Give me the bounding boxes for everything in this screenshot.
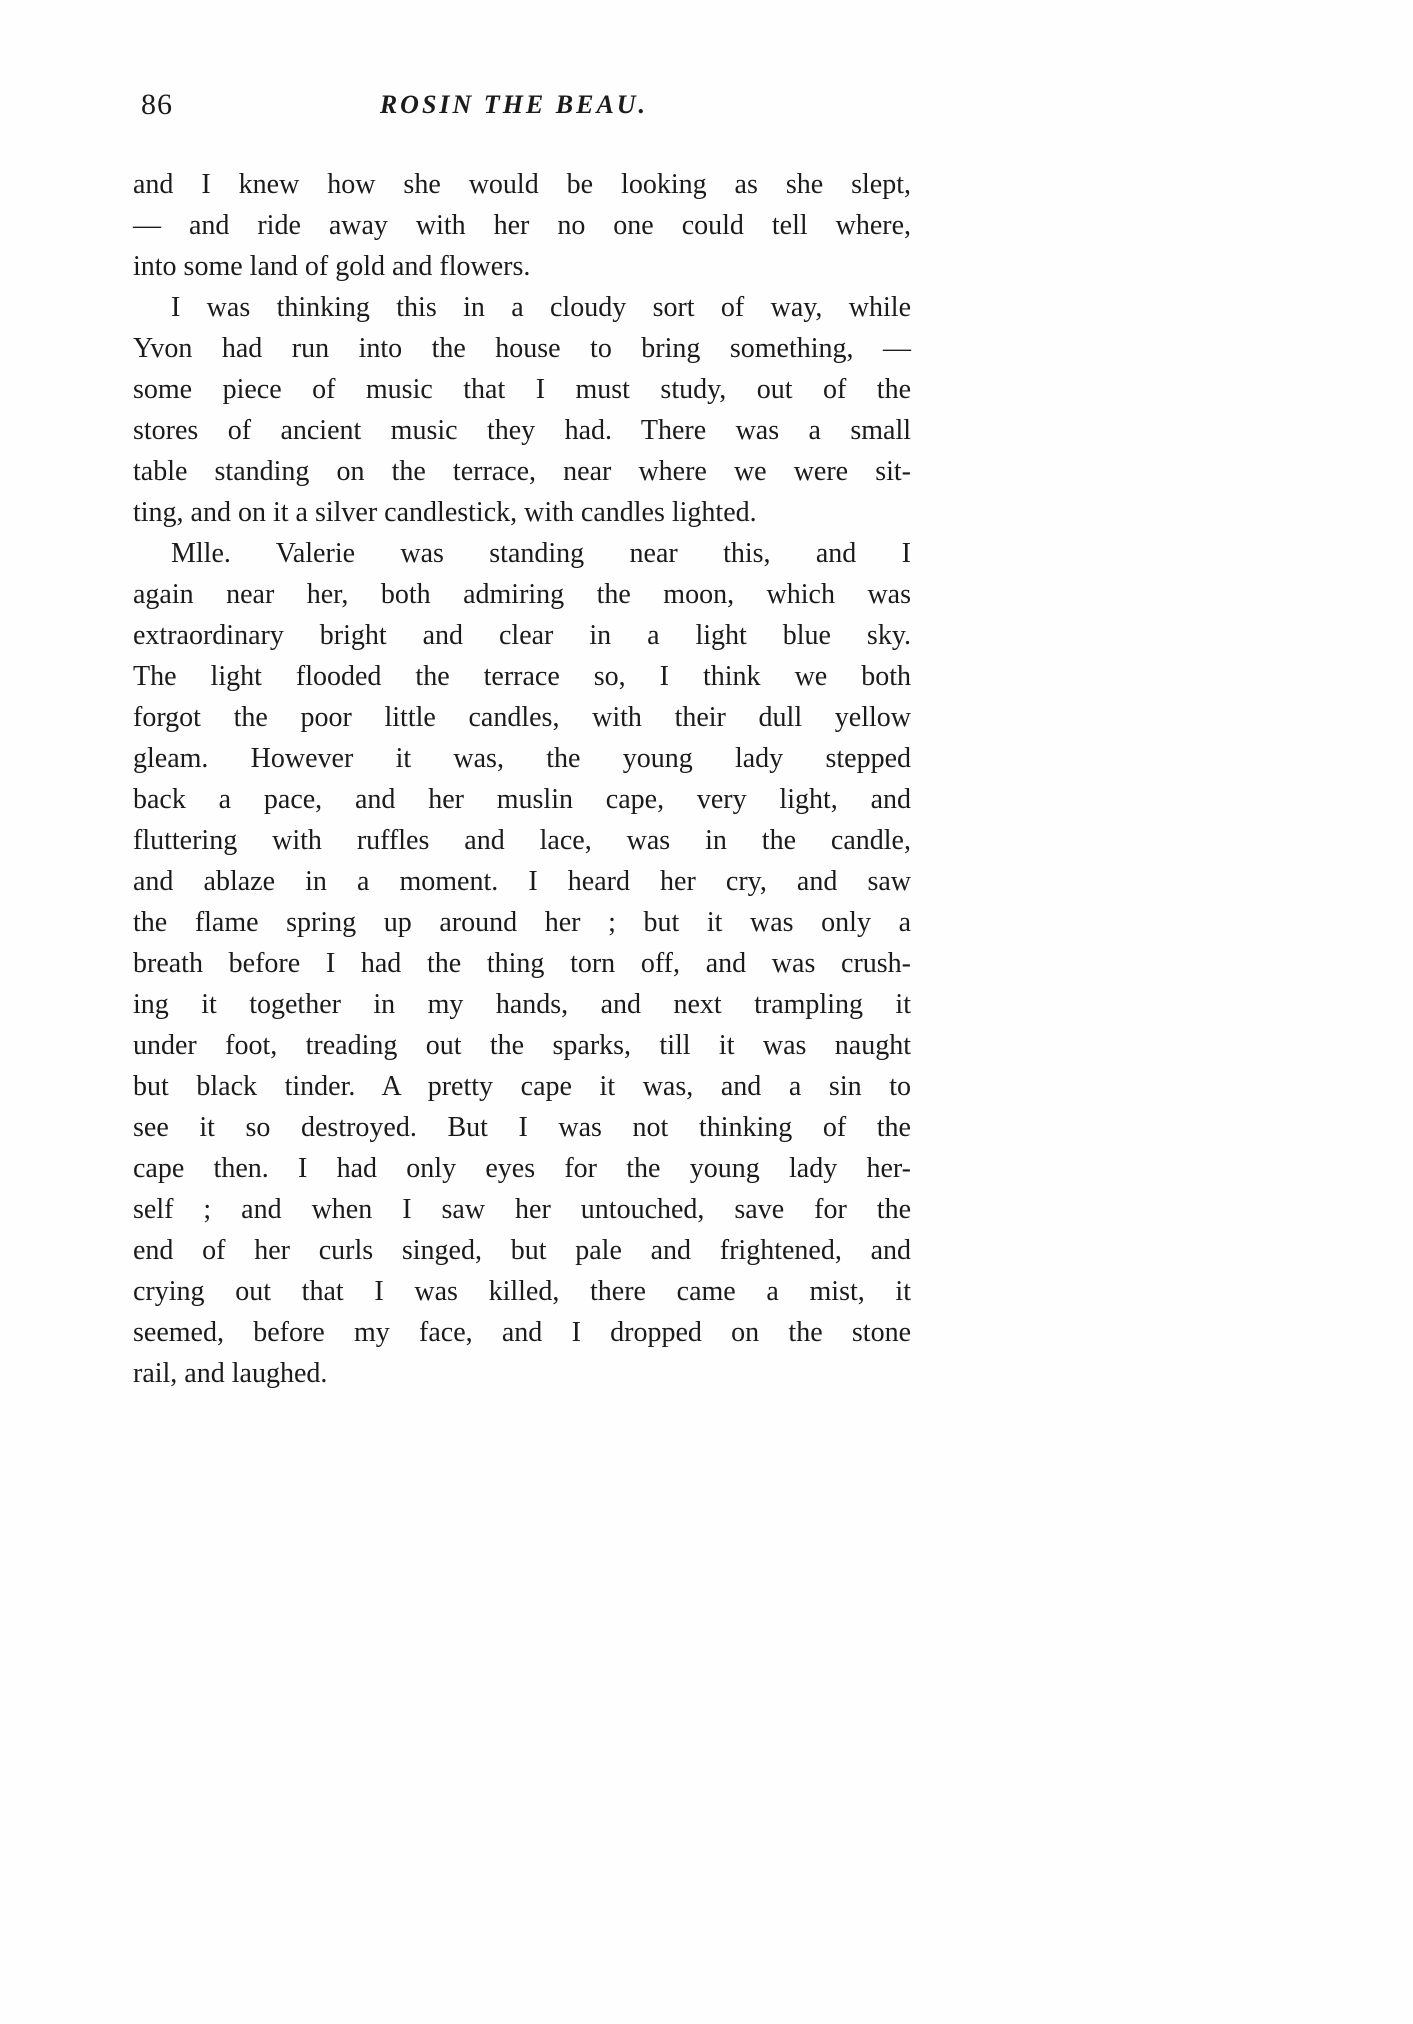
- page-body: [133, 164, 911, 1394]
- text-line: some piece of music that I must study, out of the: [133, 374, 911, 405]
- text-line: Yvon had run into the house to bring something, —: [133, 333, 911, 364]
- text-line: forgot the poor little candles, with their dull yellow: [133, 702, 911, 733]
- text-line: and ablaze in a moment. I heard her cry, and saw: [133, 866, 911, 897]
- text-block: [133, 88, 911, 1394]
- text-line: extraordinary bright and clear in a light blue sky.: [133, 620, 911, 651]
- text-line: under foot, treading out the sparks, till it was naught: [133, 1030, 911, 1061]
- text-line: I was thinking this in a cloudy sort of way, while: [171, 292, 911, 323]
- text-line: and I knew how she would be looking as she slept,: [133, 169, 911, 200]
- page-header: [133, 88, 911, 130]
- text-line: cape then. I had only eyes for the young lady her-: [133, 1153, 911, 1184]
- text-line: breath before I had the thing torn off, and was crush-: [133, 948, 911, 979]
- running-title: ROSIN THE BEAU.: [379, 90, 649, 119]
- text-line: crying out that I was killed, there came a mist, it: [133, 1276, 911, 1307]
- paragraph: [133, 533, 911, 1394]
- text-line: see it so destroyed. But I was not thinking of the: [133, 1112, 911, 1143]
- page-number: 86: [141, 88, 173, 121]
- text-line: into some land of gold and flowers.: [133, 251, 531, 282]
- text-line: gleam. However it was, the young lady stepped: [133, 743, 911, 774]
- text-line: rail, and laughed.: [133, 1358, 328, 1389]
- text-line: — and ride away with her no one could tell where,: [133, 210, 911, 241]
- text-line: but black tinder. A pretty cape it was, and a sin to: [133, 1071, 911, 1102]
- text-line: The light flooded the terrace so, I think we both: [133, 661, 911, 692]
- text-line: ting, and on it a silver candlestick, with candles lighted.: [133, 497, 757, 528]
- paragraph: [133, 164, 911, 287]
- paragraph: [133, 287, 911, 533]
- text-line: self ; and when I saw her untouched, save for the: [133, 1194, 911, 1225]
- text-line: Mlle. Valerie was standing near this, and I: [171, 538, 911, 569]
- text-line: ing it together in my hands, and next trampling it: [133, 989, 911, 1020]
- text-line: again near her, both admiring the moon, which was: [133, 579, 911, 610]
- text-line: fluttering with ruffles and lace, was in the candle,: [133, 825, 911, 856]
- text-line: table standing on the terrace, near where we were sit-: [133, 456, 911, 487]
- text-line: stores of ancient music they had. There was a small: [133, 415, 911, 446]
- text-line: seemed, before my face, and I dropped on the stone: [133, 1317, 911, 1348]
- text-line: the flame spring up around her ; but it was only a: [133, 907, 911, 938]
- text-line: back a pace, and her muslin cape, very light, and: [133, 784, 911, 815]
- text-line: end of her curls singed, but pale and frightened, and: [133, 1235, 911, 1266]
